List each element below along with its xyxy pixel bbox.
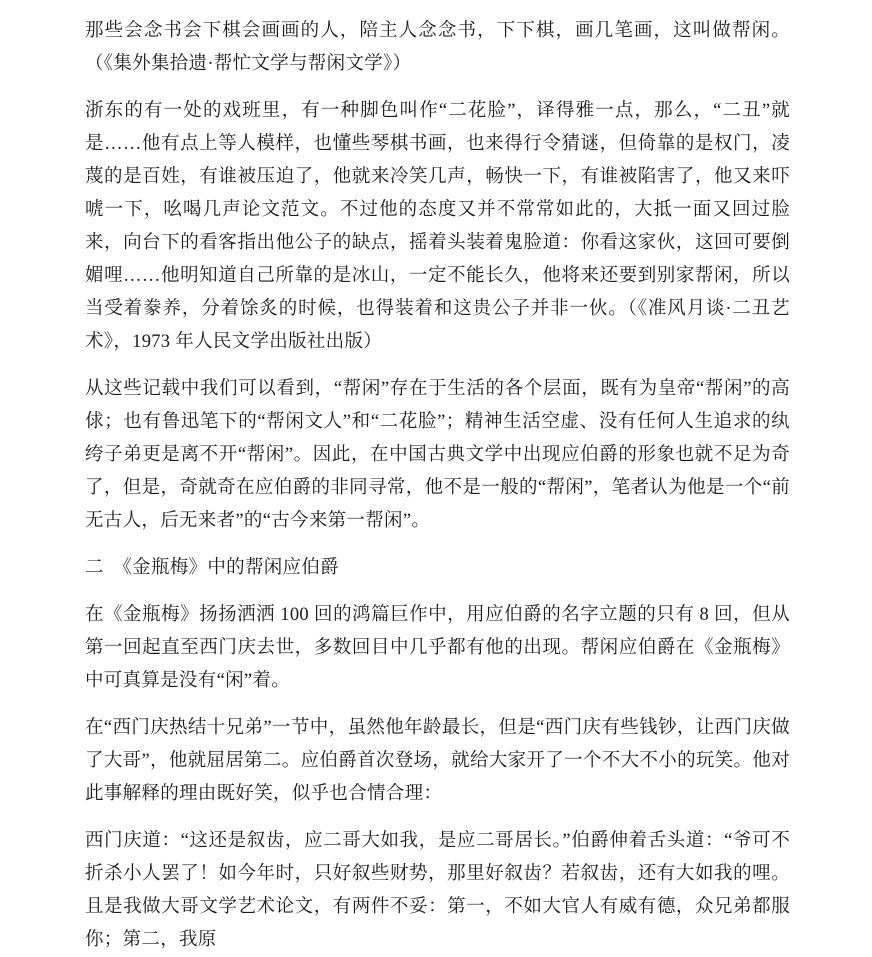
paragraph: 从这些记载中我们可以看到，“帮闲”存在于生活的各个层面，既有为皇帝“帮闲”的高俅；也有鲁迅笔下的“帮闲文人”和“二花脸”；精神生活空虚、没有任何人生追求的纨绔子弟更是离不开“帮闲”。因此，在中国古典文学中出现应伯爵的形象也就不足为奇了，但是，奇就奇在应伯爵的非同寻常，他不是一般的“帮闲”，笔者认为他是一个“前无古人，后无来者”的“古今来第一帮闲”。: [85, 379, 790, 531]
paragraph: 在《金瓶梅》扬扬洒洒 100 回的鸿篇巨作中，用应伯爵的名字立题的只有 8 回，但从第一回起直至西门庆去世，多数回目中几乎都有他的出现。帮闲应伯爵在《金瓶梅》中可真算是没有“闲”着。: [85, 605, 790, 691]
paragraph: 在“西门庆热结十兄弟”一节中，虽然他年龄最长，但是“西门庆有些钱钞，让西门庆做了大哥”，他就屈居第二。应伯爵首次登场，就给大家开了一个不大不小的玩笑。他对此事解释的理由既好笑，似乎也合情合理：: [85, 718, 790, 804]
section-heading: 二 《金瓶梅》中的帮闲应伯爵: [85, 558, 339, 578]
paragraph: 那些会念书会下棋会画画的人，陪主人念念书，下下棋，画几笔画，这叫做帮闲。（《集外集拾遗·帮忙文学与帮闲文学》）: [85, 21, 790, 74]
paragraph: 浙东的有一处的戏班里，有一种脚色叫作“二花脸”，译得雅一点，那么，“二丑”就是……他有点上等人模样，也懂些琴棋书画，也来得行令猜谜，但倚靠的是权门，凌蔑的是百姓，有谁被压迫了，他就来冷笑几声，畅快一下，有谁被陷害了，他又来吓唬一下，吆喝几声论文范文。不过他的态度又并不常常如此的，大抵一面又回过脸来，向台下的看客指出他公子的缺点，摇着头装着鬼脸道：你看这家伙，这回可要倒媚哩……他明知道自己所靠的是冰山，一定不能长久，他将来还要到别家帮闲，所以当受着豢养，分着馀炙的时候，也得装着和这贵公子并非一伙。（《准风月谈·二丑艺术》，1973 年人民文学出版社出版）: [85, 101, 790, 352]
paragraph: 西门庆道：“这还是叙齿，应二哥大如我，是应二哥居长。”伯爵伸着舌头道：“爷可不折杀小人罢了！如今年时，只好叙些财势，那里好叙齿？若叙齿，还有大如我的哩。且是我做大哥文学艺术论文，有两件不妥：第一，不如大官人有威有德，众兄弟都服你；第二，我原: [85, 831, 790, 950]
